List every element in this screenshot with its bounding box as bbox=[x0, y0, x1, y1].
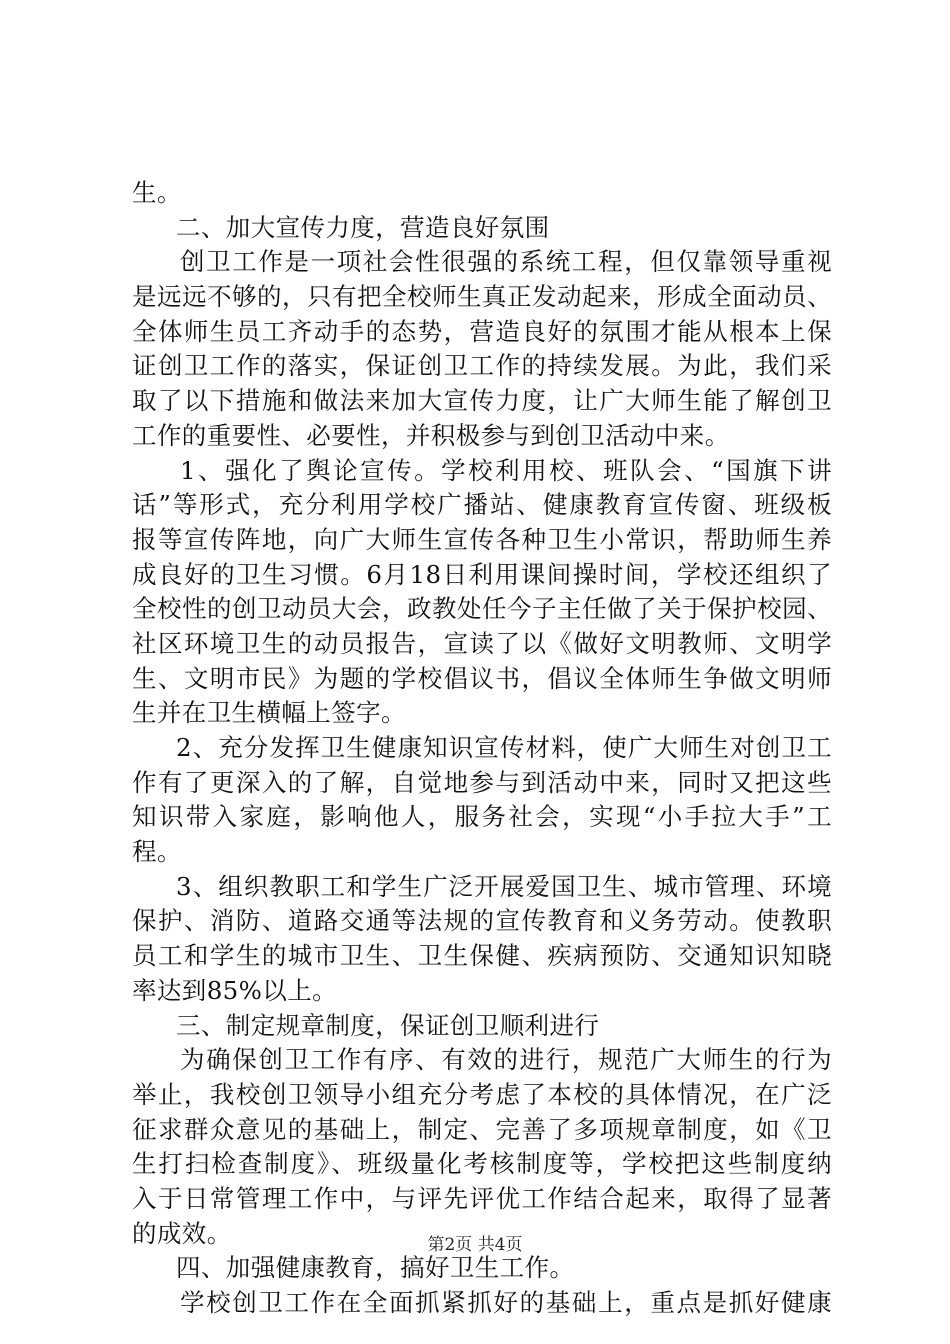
text-line: 报等宣传阵地，向广大师生宣传各种卫生小常识，帮助师生养 bbox=[132, 524, 832, 554]
text-line: 全校性的创卫动员大会，政教处任今子主任做了关于保护校园、 bbox=[132, 594, 832, 624]
page-footer: 第2页 共4页 bbox=[427, 1235, 523, 1255]
text-line: 的成效。 bbox=[132, 1218, 232, 1248]
text-line: 3、组织教职工和学生广泛开展爱国卫生、城市管理、环境 bbox=[176, 871, 832, 901]
text-line: 知识带入家庭，影响他人，服务社会，实现“小手拉大手”工 bbox=[132, 802, 832, 832]
document-body bbox=[132, 176, 832, 1321]
text-line: 征求群众意见的基础上，制定、完善了多项规章制度，如《卫 bbox=[132, 1114, 832, 1144]
text-line: 是远远不够的，只有把全校师生真正发动起来，形成全面动员、 bbox=[132, 282, 832, 312]
text-line: 入于日常管理工作中，与评先评优工作结合起来，取得了显著 bbox=[132, 1183, 832, 1213]
text-line: 全体师生员工齐动手的态势，营造良好的氛围才能从根本上保 bbox=[132, 316, 832, 346]
text-line: 成良好的卫生习惯。6月18日利用课间操时间，学校还组织了 bbox=[132, 559, 832, 589]
text-line: 学校创卫工作在全面抓紧抓好的基础上，重点是抓好健康 bbox=[180, 1288, 832, 1317]
text-line: 工作的重要性、必要性，并积极参与到创卫活动中来。 bbox=[132, 420, 730, 450]
section-heading: 四、加强健康教育，搞好卫生工作。 bbox=[176, 1253, 575, 1283]
text-line: 率达到85%以上。 bbox=[132, 975, 338, 1005]
text-line: 员工和学生的城市卫生、卫生保健、疾病预防、交通知识知晓 bbox=[132, 941, 832, 971]
text-line: 生。 bbox=[132, 178, 182, 207]
text-line: 1、强化了舆论宣传。学校利用校、班队会、“国旗下讲 bbox=[180, 455, 832, 485]
text-line: 话”等形式，充分利用学校广播站、健康教育宣传窗、班级板 bbox=[132, 490, 832, 520]
text-line: 证创卫工作的落实，保证创卫工作的持续发展。为此，我们采 bbox=[132, 351, 832, 381]
text-line: 2、充分发挥卫生健康知识宣传材料，使广大师生对创卫工 bbox=[176, 733, 832, 762]
section-heading: 二、加大宣传力度，营造良好氛围 bbox=[176, 212, 550, 242]
text-line: 为确保创卫工作有序、有效的进行，规范广大师生的行为 bbox=[180, 1045, 832, 1075]
text-line: 创卫工作是一项社会性很强的系统工程，但仅靠领导重视 bbox=[180, 247, 832, 277]
text-line: 举止，我校创卫领导小组充分考虑了本校的具体情况，在广泛 bbox=[132, 1079, 832, 1109]
text-line: 作有了更深入的了解，自觉地参与到活动中来，同时又把这些 bbox=[132, 767, 832, 797]
text-line: 生、文明市民》为题的学校倡议书，倡议全体师生争做文明师 bbox=[132, 663, 832, 693]
text-line: 程。 bbox=[132, 837, 182, 867]
text-line: 取了以下措施和做法来加大宣传力度，让广大师生能了解创卫 bbox=[132, 386, 832, 416]
section-heading: 三、制定规章制度，保证创卫顺利进行 bbox=[176, 1010, 600, 1040]
text-line: 社区环境卫生的动员报告，宣读了以《做好文明教师、文明学 bbox=[132, 628, 832, 658]
text-line: 保护、消防、道路交通等法规的宣传教育和义务劳动。使教职 bbox=[132, 906, 832, 936]
text-line: 生并在卫生横幅上签字。 bbox=[132, 698, 406, 728]
text-line: 生打扫检查制度》、班级量化考核制度等，学校把这些制度纳 bbox=[132, 1149, 832, 1179]
